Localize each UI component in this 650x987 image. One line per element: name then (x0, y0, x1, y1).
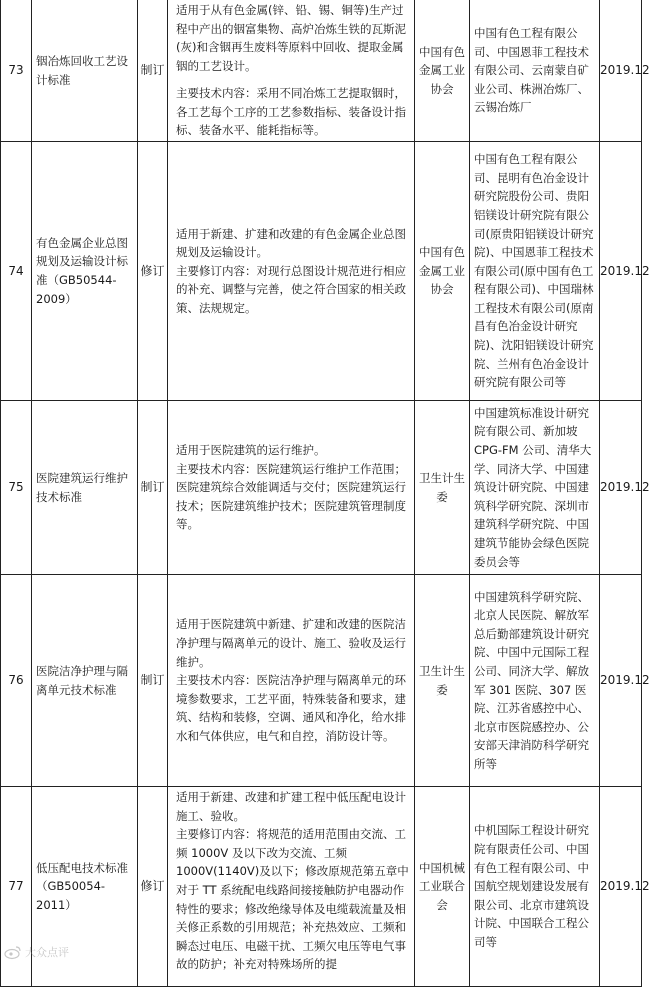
completion-date: 2019.12 (600, 787, 642, 987)
applicable-scope: 适用于医院建筑中新建、扩建和改建的医院洁净护理与隔离单元的设计、施工、验收及运行维护。 (176, 617, 406, 669)
work-type: 修订 (138, 787, 168, 987)
standard-content (168, 401, 415, 575)
work-type: 修订 (138, 142, 168, 401)
completion-date: 2019.12 (600, 401, 642, 575)
applicable-scope: 适用于新建、扩建和改建的有色金属企业总图规划及运输设计。 (176, 226, 406, 260)
standard-name: 铟冶炼回收工艺设计标准 (32, 0, 138, 142)
watermark-text: 大众点评 (25, 946, 69, 959)
responsible-organization: 中国有色金属工业协会 (415, 142, 470, 401)
row-number: 75 (1, 401, 32, 575)
standard-name: 医院建筑运行维护技术标准 (32, 401, 138, 575)
table-row (1, 401, 642, 575)
row-number: 76 (1, 575, 32, 787)
main-content: 主要技术内容：医院洁净护理与隔离单元的环境参数要求，工艺平面，特殊装备和要求，建筑、结构和装修，空调、通风和净化，给水排水和气体供应，电气和自控，消防设计等。 (176, 673, 406, 743)
main-content: 主要修订内容：将规范的适用范围由交流、工频 1000V 及以下改为交流、工频 1000V(1140V)及以下；修改原规范第五章中对于 TT 系统配电线路间接接触防护电器动作特性的要求；修改绝缘导体及电缆载流量及相关修正系数的引用规范；补充热效应、工频和瞬态过电压、电磁干扰、工频欠电压等电气事故的防护；补充对特殊场所的提 (176, 827, 409, 972)
standard-name: 低压配电技术标准（GB50054-2011） (32, 787, 138, 987)
drafting-units: 中国建筑科学研究院、北京人民医院、解放军总后勤部建筑设计研究院、中国中元国际工程公司、同济大学、解放军 301 医院、307 医院、江苏省感控中心、北京市医院感控办、公安部天津消防科学研究所等 (470, 575, 600, 787)
responsible-organization: 卫生计生委 (415, 401, 470, 575)
row-number: 77 (1, 787, 32, 987)
completion-date: 2019.12 (600, 0, 642, 142)
standard-content (168, 142, 415, 401)
applicable-scope: 适用于医院建筑的运行维护。 (176, 443, 326, 458)
standard-name: 医院洁净护理与隔离单元技术标准 (32, 575, 138, 787)
work-type: 制订 (138, 401, 168, 575)
table-row (1, 0, 642, 142)
row-number: 74 (1, 142, 32, 401)
main-content: 主要技术内容：采用不同冶炼工艺提取铟时，各工艺每个工序的工艺参数指标、装备设计指标、装备水平、能耗指标等。 (176, 86, 406, 138)
row-number: 73 (1, 0, 32, 142)
work-type: 制订 (138, 575, 168, 787)
table-row (1, 787, 642, 987)
drafting-units: 中国建筑标准设计研究院有限公司、新加坡CPG-FM 公司、清华大学、同济大学、中国建筑设计研究院、中国建筑科学研究院、深圳市建筑科学研究院、中国建筑节能协会绿色医院委员会等 (470, 401, 600, 575)
applicable-scope: 适用于新建、改建和扩建工程中低压配电设计施工、验收。 (176, 790, 406, 823)
responsible-organization: 中国机械工业联合会 (415, 787, 470, 987)
drafting-units: 中国有色工程有限公司、中国恩菲工程技术有限公司、云南蒙自矿业公司、株洲冶炼厂、云锡冶炼厂 (470, 0, 600, 142)
standard-content (168, 0, 415, 142)
weibo-logo-icon (4, 945, 22, 959)
table-row (1, 142, 642, 401)
main-content: 主要技术内容：医院建筑运行维护工作范围；医院建筑综合效能调适与交付；医院建筑运行技术；医院建筑维护技术；医院建筑管理制度 等。 (176, 461, 406, 532)
main-content: 主要修订内容：对现行总图设计规范进行相应的补充、调整与完善，使之符合国家的相关政策、法规规定。 (176, 263, 406, 315)
table-row (1, 575, 642, 787)
source-watermark (4, 944, 69, 960)
drafting-units: 中国有色工程有限公司、昆明有色冶金设计研究院股份公司、贵阳铝镁设计研究院有限公司(原贵阳铝镁设计研究院)、中国恩菲工程技术有限公司(原中国有色工程有限公司)、中国瑞林工程技术有限公司(原南昌有色冶金设计研究院)、沈阳铝镁设计研究院、兰州有色冶金设计研究院有限公司等 (470, 142, 600, 401)
standard-content (168, 575, 415, 787)
responsible-organization: 卫生计生委 (415, 575, 470, 787)
standard-name: 有色金属企业总图规划及运输设计标准（GB50544-2009） (32, 142, 138, 401)
responsible-organization: 中国有色金属工业协会 (415, 0, 470, 142)
completion-date: 2019.12 (600, 142, 642, 401)
standard-content (168, 787, 415, 987)
drafting-units: 中机国际工程设计研究院有限责任公司、中国有色工程有限公司、中国航空规划建设发展有限公司、北京市建筑设计院、中国联合工程公司等 (470, 787, 600, 987)
applicable-scope: 适用于从有色金属(锌、铅、锡、铜等)生产过程中产出的铟富集物、高炉冶炼生铁的瓦斯泥(灰)和含铟再生废料等原料中回收、提取金属铟的工艺设计。 (176, 2, 406, 73)
completion-date: 2019.12 (600, 575, 642, 787)
work-type: 制订 (138, 0, 168, 142)
